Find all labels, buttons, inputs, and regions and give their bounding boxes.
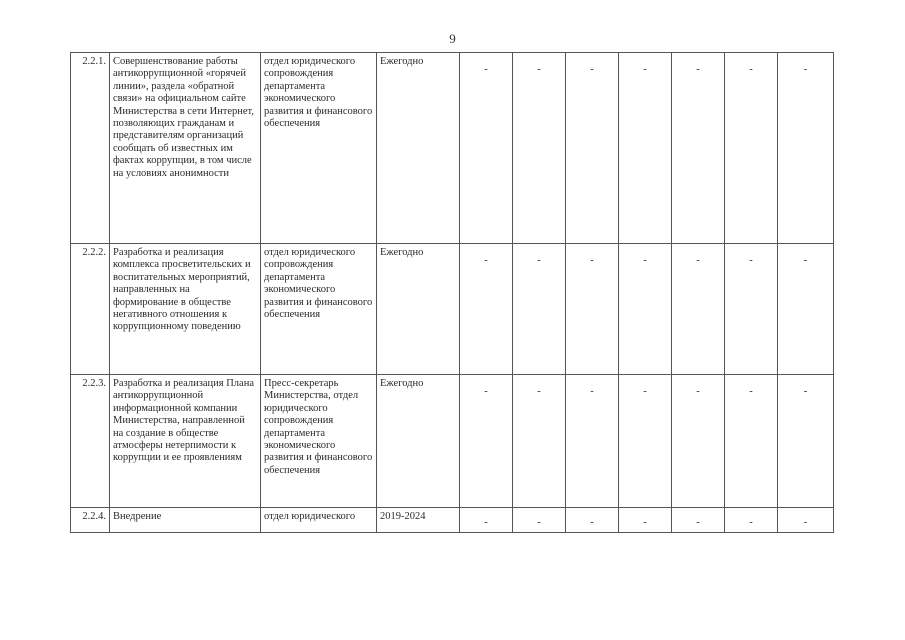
responsible: отдел юридического сопровождения департамента экономического развития и финансового обеспечения [261, 244, 377, 375]
dash-cell: - [643, 386, 647, 397]
measures-table [70, 52, 834, 533]
period: Ежегодно [377, 244, 460, 375]
dash-cell: - [803, 386, 808, 397]
row-number: 2.2.4. [71, 508, 110, 533]
row-number: 2.2.3. [71, 375, 110, 508]
row-number: 2.2.2. [71, 244, 110, 375]
table-row [71, 244, 834, 375]
row-number: 2.2.1. [71, 53, 110, 244]
dash-cell: - [749, 255, 753, 266]
dash-cell: - [537, 64, 541, 75]
measure-name: Разработка и реализация Плана антикоррупционной информационной компании Министерства, направленной на создание в обществе атмосферы нетерпимости к коррупции и ее проявлениям [110, 375, 261, 508]
dash-cell: - [643, 255, 647, 266]
dash-cell: - [537, 386, 541, 397]
table-row [71, 375, 834, 508]
measure-name: Внедрение [110, 508, 261, 533]
dash-cell: - [696, 517, 700, 528]
measure-name: Разработка и реализация комплекса просветительских и воспитательных мероприятий, направленных на формирование в обществе негативного отношения к коррупционному поведению [110, 244, 261, 375]
period: Ежегодно [377, 375, 460, 508]
responsible: отдел юридического [261, 508, 377, 533]
dash-cell: - [643, 517, 647, 528]
dash-cell: - [484, 64, 488, 75]
dash-cell: - [696, 64, 700, 75]
dash-cell: - [590, 386, 594, 397]
dash-cell: - [537, 255, 541, 266]
dash-cell: - [537, 517, 541, 528]
dash-cell: - [803, 517, 808, 528]
measure-name: Совершенствование работы антикоррупционной «горячей линии», раздела «обратной связи» на официальном сайте Министерства в сети Интернет, позволяющих гражданам и представителям организаций сообщать об известных им фактах коррупции, в том числе на условиях анонимности [110, 53, 261, 244]
period: Ежегодно [377, 53, 460, 244]
dash-cell: - [590, 255, 594, 266]
dash-cell: - [803, 64, 808, 75]
dash-cell: - [484, 255, 488, 266]
dash-cell: - [484, 386, 488, 397]
responsible: Пресс-секретарь Министерства, отдел юридического сопровождения департамента экономического развития и финансового обеспечения [261, 375, 377, 508]
table-row [71, 53, 834, 244]
dash-cell: - [484, 517, 488, 528]
responsible: отдел юридического сопровождения департамента экономического развития и финансового обеспечения [261, 53, 377, 244]
dash-cell: - [643, 64, 647, 75]
dash-cell: - [590, 64, 594, 75]
dash-cell: - [590, 517, 594, 528]
dash-cell: - [803, 255, 808, 266]
dash-cell: - [749, 64, 753, 75]
dash-cell: - [749, 517, 753, 528]
dash-cell: - [696, 255, 700, 266]
dash-cell: - [696, 386, 700, 397]
page-number: 9 [449, 31, 456, 46]
table-row [71, 508, 834, 533]
dash-cell: - [749, 386, 753, 397]
period: 2019-2024 [377, 508, 460, 533]
